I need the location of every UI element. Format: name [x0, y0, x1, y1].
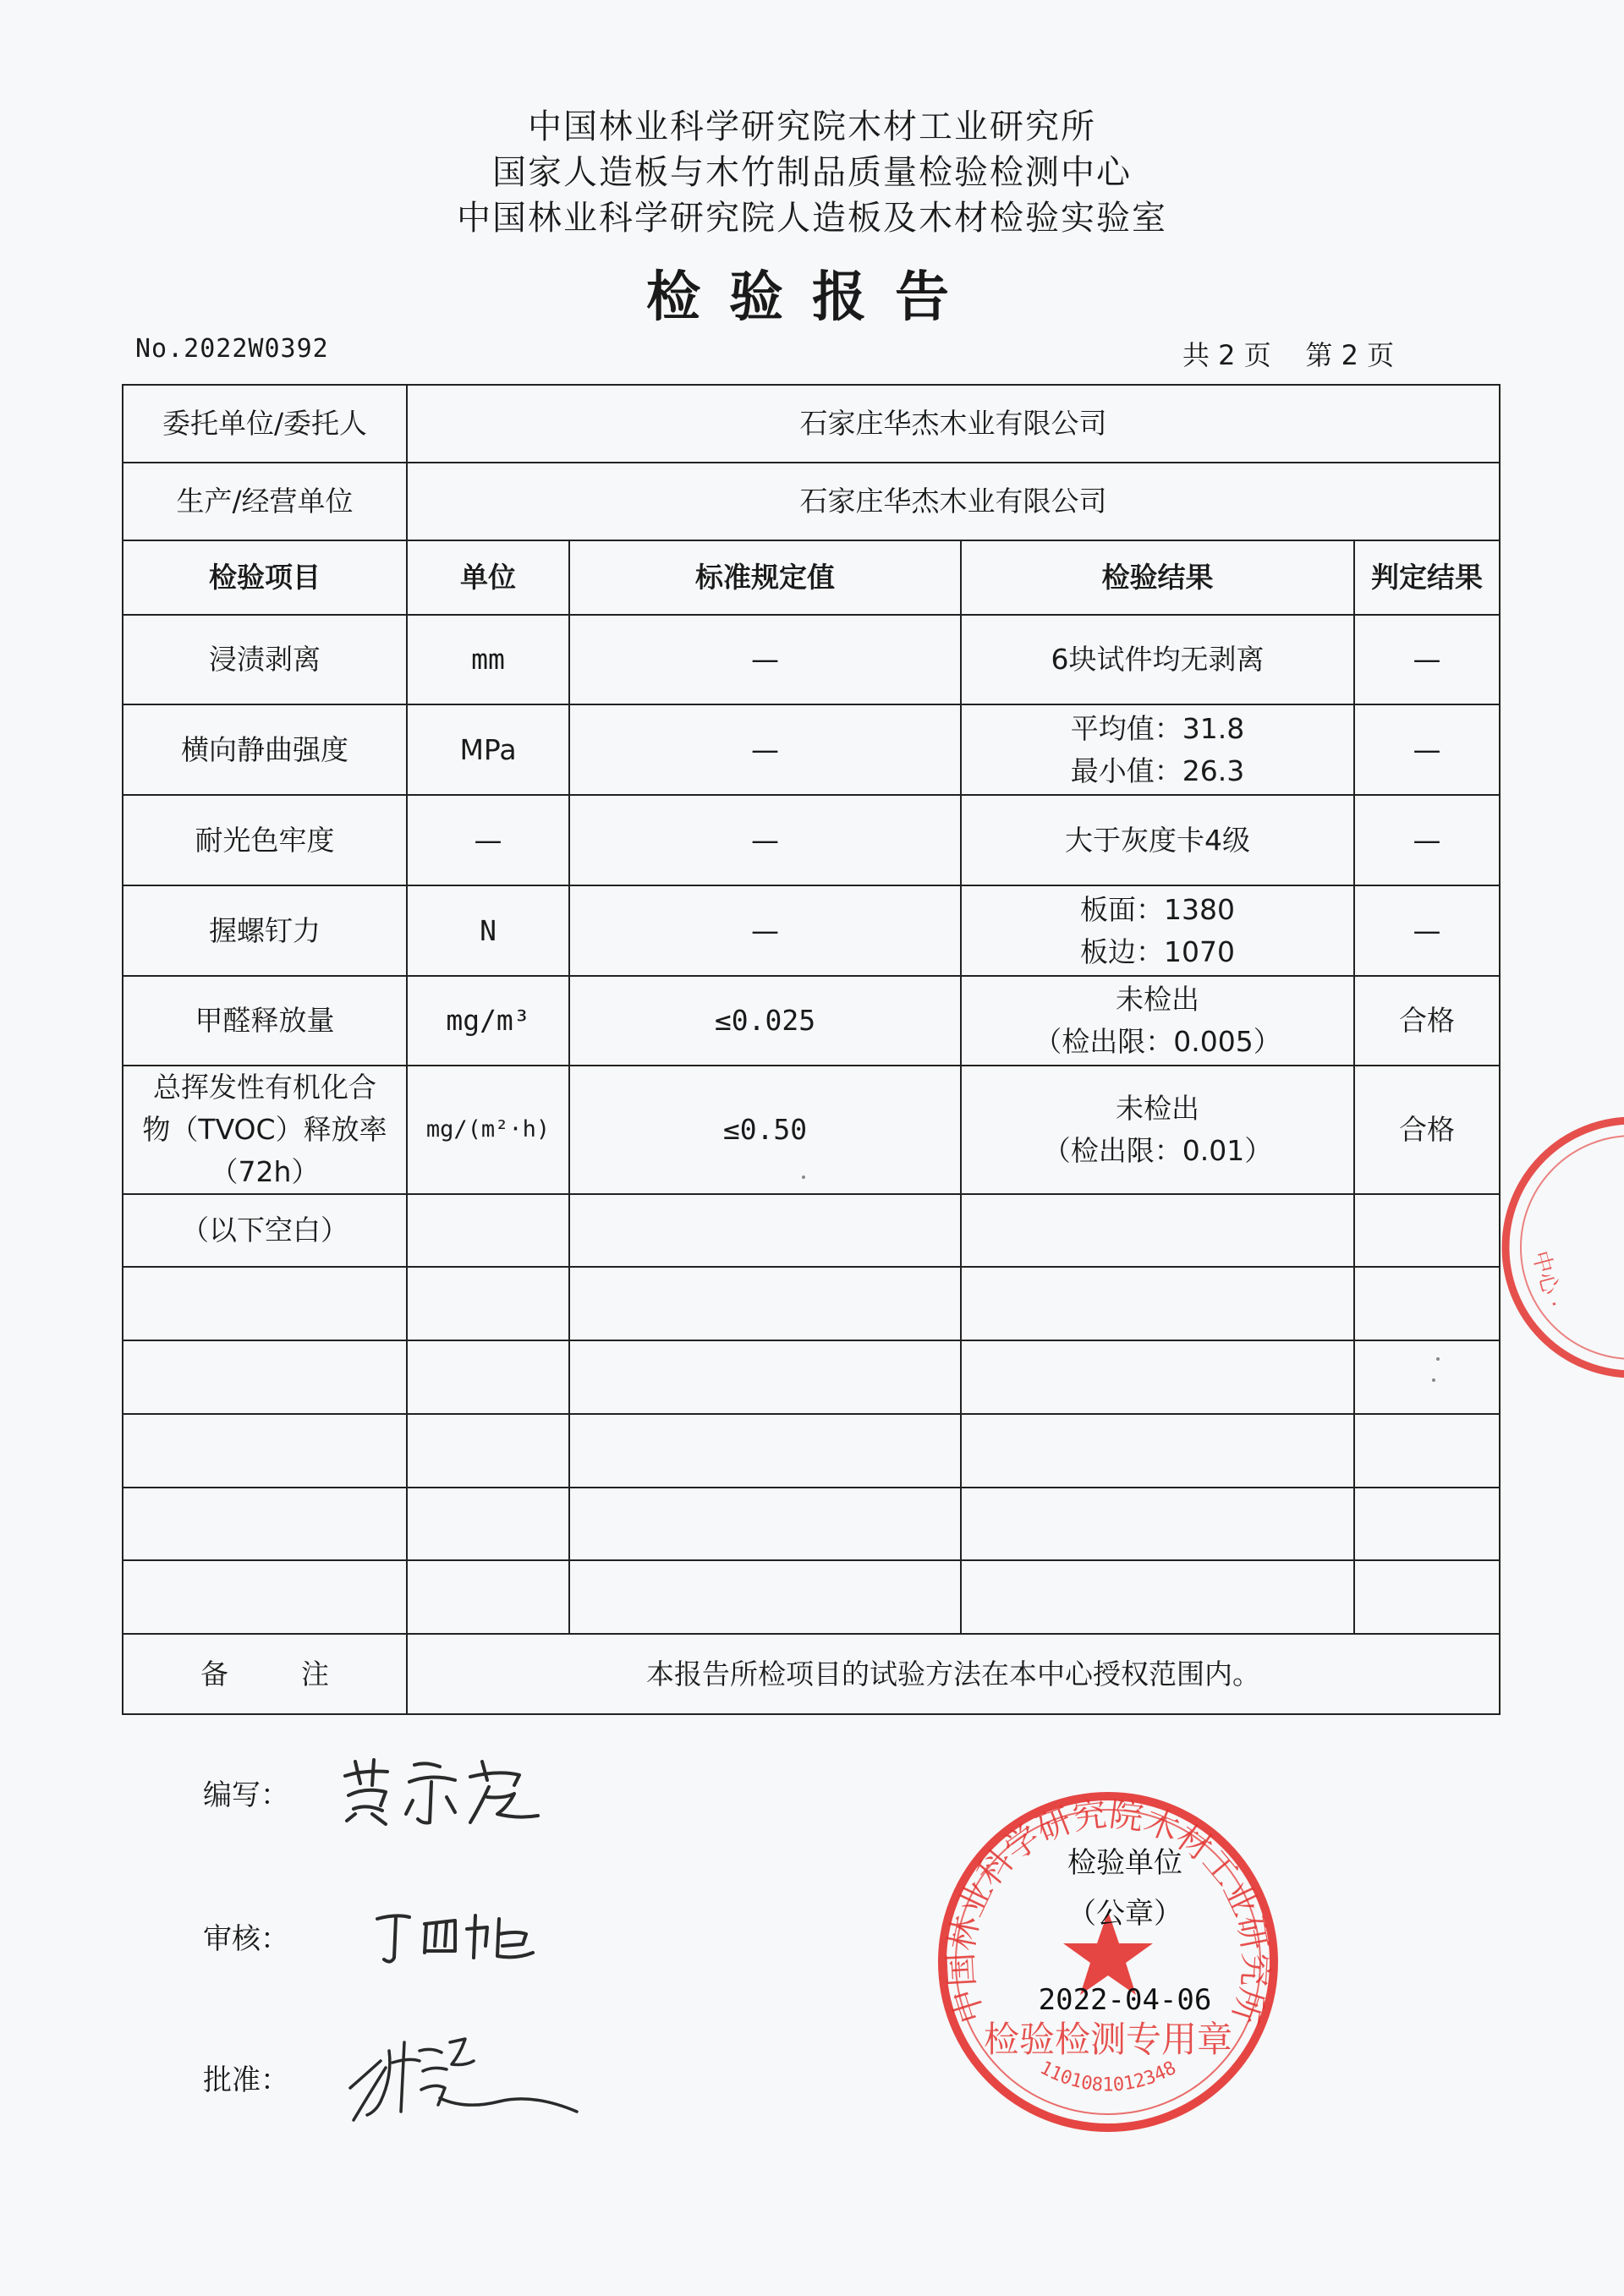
item-cell	[123, 1066, 407, 1194]
result-line-2: （检出限：0.01）	[1042, 1134, 1273, 1167]
standard-cell: —	[569, 615, 961, 704]
blank-row	[123, 1414, 1500, 1488]
org-name-line-2: 国家人造板与木竹制品质量检验检测中心	[492, 153, 1132, 192]
producer-row	[123, 463, 1500, 540]
producer-value: 石家庄华杰木业有限公司	[407, 463, 1500, 540]
inspection-unit-label: 检验单位	[1067, 1846, 1182, 1880]
col-header-item: 检验项目	[123, 540, 407, 615]
result-cell	[961, 615, 1354, 704]
item-line-2: 物（TVOC）释放率	[142, 1113, 387, 1146]
report-number: No.2022W0392	[135, 334, 329, 364]
unit-cell: mg/(m²·h)	[407, 1066, 569, 1194]
reviewer-signature-icon	[372, 1899, 558, 1975]
scan-speck	[1436, 1357, 1440, 1361]
remarks-value: 本报告所检项目的试验方法在本中心授权范围内。	[407, 1634, 1500, 1714]
compiled-by-label: 编写：	[203, 1778, 289, 1812]
report-date: 2022-04-06	[1038, 1983, 1212, 2017]
table-row	[123, 885, 1500, 976]
page-info: 共 2 页 第 2 页	[1182, 339, 1395, 371]
table-row	[123, 615, 1500, 704]
item-cell: 横向静曲强度	[123, 704, 407, 795]
client-label: 委托单位/委托人	[123, 385, 407, 463]
blank-row	[123, 1194, 1500, 1267]
table-row	[123, 1066, 1500, 1194]
unit-cell: —	[407, 795, 569, 885]
stamp-bottom-text: 检验检测专用章	[983, 2019, 1233, 2060]
column-header-row	[123, 540, 1500, 615]
blank-row	[123, 1267, 1500, 1340]
scan-speck	[1432, 1378, 1435, 1382]
standard-cell: ≤0.50	[569, 1066, 961, 1194]
report-title: 检验报告	[646, 266, 978, 329]
approved-by-label: 批准：	[203, 2063, 289, 2097]
verdict-cell: —	[1354, 615, 1500, 704]
remarks-label-right: 注	[301, 1657, 329, 1690]
approver-signature-icon	[338, 2017, 592, 2144]
result-cell	[961, 885, 1354, 976]
result-cell	[961, 1066, 1354, 1194]
table-row	[123, 704, 1500, 795]
result-line-1: 大于灰度卡4级	[1065, 823, 1250, 857]
result-line-2: （检出限：0.005）	[1034, 1025, 1281, 1058]
result-cell	[961, 976, 1354, 1066]
verdict-cell: —	[1354, 885, 1500, 976]
result-line-1: 未检出	[1116, 983, 1199, 1016]
official-seal-label: （公章）	[1067, 1897, 1182, 1931]
official-seal-stamp-icon	[930, 1784, 1286, 2140]
verdict-cell: —	[1354, 704, 1500, 795]
verdict-cell: 合格	[1354, 1066, 1500, 1194]
remarks-row	[123, 1634, 1500, 1714]
client-value: 石家庄华杰木业有限公司	[407, 385, 1500, 463]
stamp-ring-text: 中国林业科学研究院木材工业研究所	[941, 1795, 1275, 2028]
compiler-signature-icon	[338, 1746, 550, 1831]
blank-note: （以下空白）	[123, 1194, 407, 1267]
result-line-1: 板面：1380	[1080, 892, 1235, 926]
result-cell	[961, 704, 1354, 795]
blank-row	[123, 1340, 1500, 1414]
result-line-1: 平均值：31.8	[1070, 711, 1245, 745]
standard-cell: ≤0.025	[569, 976, 961, 1066]
result-line-1: 未检出	[1116, 1092, 1199, 1125]
org-name-line-3: 中国林业科学研究院人造板及木材检验实验室	[457, 199, 1167, 238]
org-name-line-1: 中国林业科学研究院木材工业研究所	[528, 107, 1096, 146]
reviewed-by-label: 审核：	[203, 1922, 289, 1956]
result-line-2: 最小值：26.3	[1070, 753, 1245, 787]
remarks-label-left: 备	[200, 1657, 228, 1690]
result-line-1: 6块试件均无剥离	[1051, 643, 1265, 676]
scan-speck	[802, 1175, 805, 1179]
edge-seal-stamp-icon	[1489, 1108, 1624, 1387]
standard-cell: —	[569, 704, 961, 795]
remarks-label	[123, 1634, 407, 1714]
inspection-table	[122, 384, 1501, 1715]
col-header-unit: 单位	[407, 540, 569, 615]
verdict-cell: —	[1354, 795, 1500, 885]
item-cell: 握螺钉力	[123, 885, 407, 976]
client-row	[123, 385, 1500, 463]
unit-cell: mm	[407, 615, 569, 704]
col-header-standard: 标准规定值	[569, 540, 961, 615]
table-row	[123, 795, 1500, 885]
table-row	[123, 976, 1500, 1066]
item-cell: 浸渍剥离	[123, 615, 407, 704]
producer-label: 生产/经营单位	[123, 463, 407, 540]
unit-cell: MPa	[407, 704, 569, 795]
standard-cell: —	[569, 795, 961, 885]
edge-stamp-text: 中心 ·	[1527, 1248, 1566, 1312]
result-cell	[961, 795, 1354, 885]
item-line-3: （72h）	[210, 1155, 320, 1188]
stamp-serial: 1101081012348	[1036, 2057, 1180, 2096]
blank-row	[123, 1488, 1500, 1560]
blank-row	[123, 1560, 1500, 1634]
item-cell: 耐光色牢度	[123, 795, 407, 885]
item-line-1: 总挥发性有机化合	[153, 1071, 376, 1104]
col-header-result: 检验结果	[961, 540, 1354, 615]
standard-cell: —	[569, 885, 961, 976]
unit-cell: N	[407, 885, 569, 976]
verdict-cell: 合格	[1354, 976, 1500, 1066]
result-line-2: 板边：1070	[1080, 934, 1235, 968]
unit-cell: mg/m³	[407, 976, 569, 1066]
col-header-verdict: 判定结果	[1354, 540, 1500, 615]
item-cell: 甲醛释放量	[123, 976, 407, 1066]
